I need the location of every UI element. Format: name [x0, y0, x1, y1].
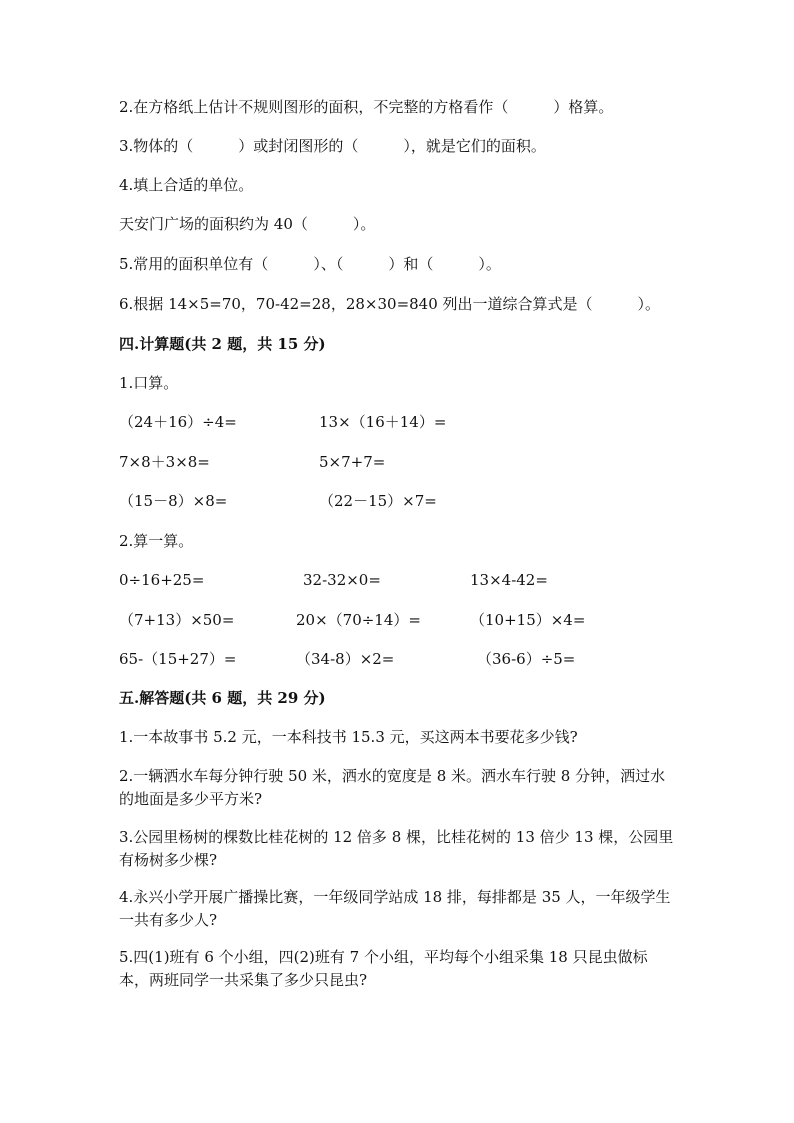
- word-problem: 2.一辆洒水车每分钟行驶 50 米，洒水的宽度是 8 米。洒水车行驶 8 分钟，洒过水的地面是多少平方米?: [119, 767, 666, 808]
- word-problem: 4.永兴小学开展广播操比赛，一年级同学站成 18 排，每排都是 35 人，一年级学生一共有多少人?: [119, 888, 671, 929]
- section-4-heading: 四.计算题(共 2 题，共 15 分): [119, 335, 326, 353]
- calc-item: 65-（15+27）=: [119, 650, 237, 668]
- word-problem: 3.公园里杨树的棵数比桂花树的 12 倍多 8 棵，比桂花树的 13 倍少 13 棵，公园里有杨树多少棵?: [119, 828, 674, 869]
- section-4-q1-title: 1.口算。: [119, 374, 179, 392]
- question-3-3: 3.物体的（ ）或封闭图形的（ ），就是它们的面积。: [119, 137, 546, 155]
- oral-calc-item: 7×8＋3×8=: [119, 453, 210, 471]
- question-3-4: 4.填上合适的单位。: [119, 176, 254, 194]
- question-3-2: 2.在方格纸上估计不规则图形的面积，不完整的方格看作（ ）格算。: [119, 98, 614, 116]
- question-3-5: 5.常用的面积单位有（ ）、（ ）和（ ）。: [119, 255, 501, 273]
- oral-calc-item: （24＋16）÷4=: [119, 413, 237, 431]
- calc-item: （34-8）×2=: [296, 650, 395, 668]
- question-3-4-item: 天安门广场的面积约为 40（ ）。: [119, 215, 376, 233]
- oral-calc-item: （15－8）×8=: [119, 492, 228, 510]
- calc-item: 13×4-42=: [470, 571, 548, 589]
- section-5-heading: 五.解答题(共 6 题，共 29 分): [119, 689, 326, 707]
- word-problem: 5.四(1)班有 6 个小组，四(2)班有 7 个小组，平均每个小组采集 18 只昆虫做标本，两班同学一共采集了多少只昆虫?: [119, 948, 648, 989]
- section-4-q2-title: 2.算一算。: [119, 532, 194, 550]
- calc-item: 20×（70÷14）=: [296, 611, 421, 629]
- question-3-6: 6.根据 14×5=70，70-42=28，28×30=840 列出一道综合算式是（ ）。: [119, 295, 661, 313]
- oral-calc-item: 13×（16＋14）=: [319, 413, 447, 431]
- word-problem: 1.一本故事书 5.2 元，一本科技书 15.3 元，买这两本书要花多少钱?: [119, 728, 578, 746]
- calc-item: 32-32×0=: [303, 571, 381, 589]
- oral-calc-item: （22－15）×7=: [319, 492, 437, 510]
- calc-item: （36-6）÷5=: [477, 650, 576, 668]
- calc-item: （7+13）×50=: [119, 611, 235, 629]
- oral-calc-item: 5×7+7=: [319, 453, 386, 471]
- calc-item: （10+15）×4=: [470, 611, 586, 629]
- calc-item: 0÷16+25=: [119, 571, 205, 589]
